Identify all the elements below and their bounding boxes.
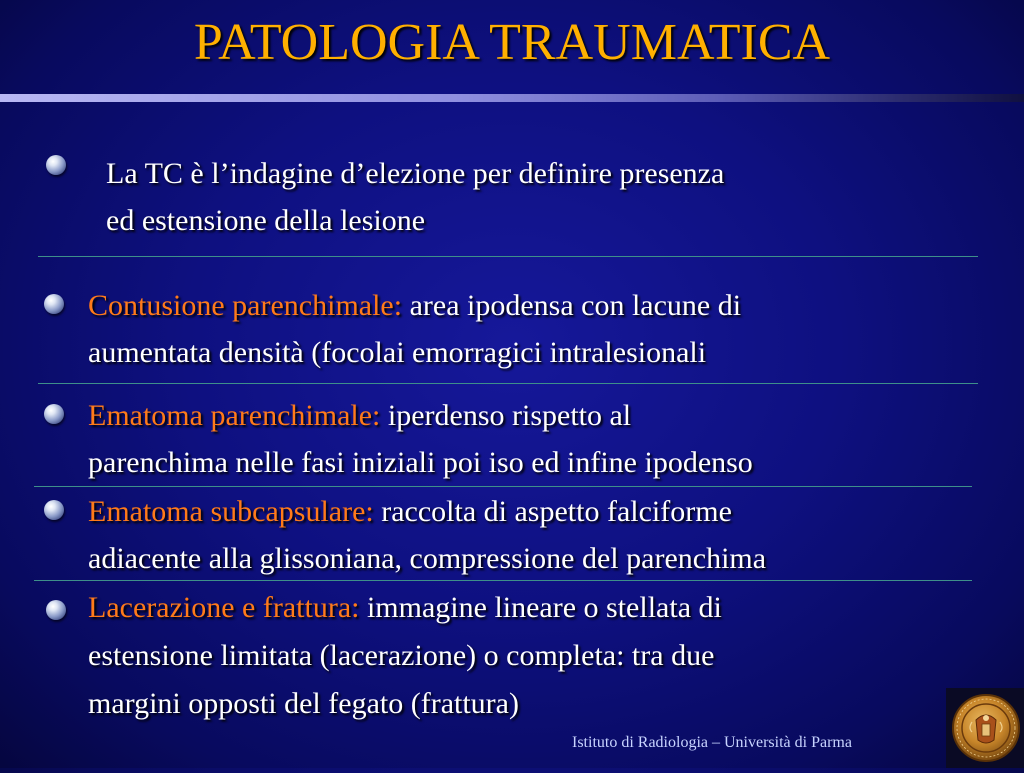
title-divider <box>0 94 1024 102</box>
bullet-icon <box>44 294 64 314</box>
lacerazione-line-1 <box>88 584 722 631</box>
slide-title: PATOLOGIA TRAUMATICA <box>193 14 831 71</box>
bullet-icon <box>44 404 64 424</box>
item-text: iperdenso rispetto al <box>380 399 632 432</box>
item-text: immagine lineare o stellata di <box>359 591 722 624</box>
ematoma-subcapsulare-line-2: adiacente alla glissoniana, compressione del parenchima <box>88 542 767 575</box>
lacerazione-line-2: estensione limitata (lacerazione) o completa: tra due <box>88 639 715 672</box>
item-label: Ematoma parenchimale: <box>88 399 381 432</box>
separator-line <box>38 383 978 384</box>
footer-institution: Istituto di Radiologia – Università di Parma <box>572 734 852 751</box>
item-label: Contusione parenchimale: <box>88 289 403 322</box>
item-label: Lacerazione e frattura: <box>88 591 360 624</box>
lacerazione-line-3: margini opposti del fegato (frattura) <box>88 687 519 720</box>
bullet-icon <box>44 500 64 520</box>
intro-line-1: La TC è l’indagine d’elezione per definire presenza <box>106 157 725 190</box>
item-label: Ematoma subcapsulare: <box>88 495 374 528</box>
contusione-line-1 <box>88 282 741 329</box>
university-seal-icon <box>946 688 1024 768</box>
ematoma-subcapsulare-line-1 <box>88 488 732 535</box>
separator-line <box>38 256 978 257</box>
contusione-line-2: aumentata densità (focolai emorragici intralesionali <box>88 336 707 369</box>
separator-line <box>34 580 972 581</box>
bullet-icon <box>46 600 66 620</box>
bullet-icon <box>46 155 66 175</box>
ematoma-parenchimale-line-2: parenchima nelle fasi iniziali poi iso ed infine ipodenso <box>88 446 753 479</box>
ematoma-parenchimale-line-1 <box>88 392 631 439</box>
item-text: area ipodensa con lacune di <box>402 289 742 322</box>
item-text: raccolta di aspetto falciforme <box>373 495 732 528</box>
separator-line <box>34 486 972 487</box>
intro-line-2: ed estensione della lesione <box>106 204 426 237</box>
